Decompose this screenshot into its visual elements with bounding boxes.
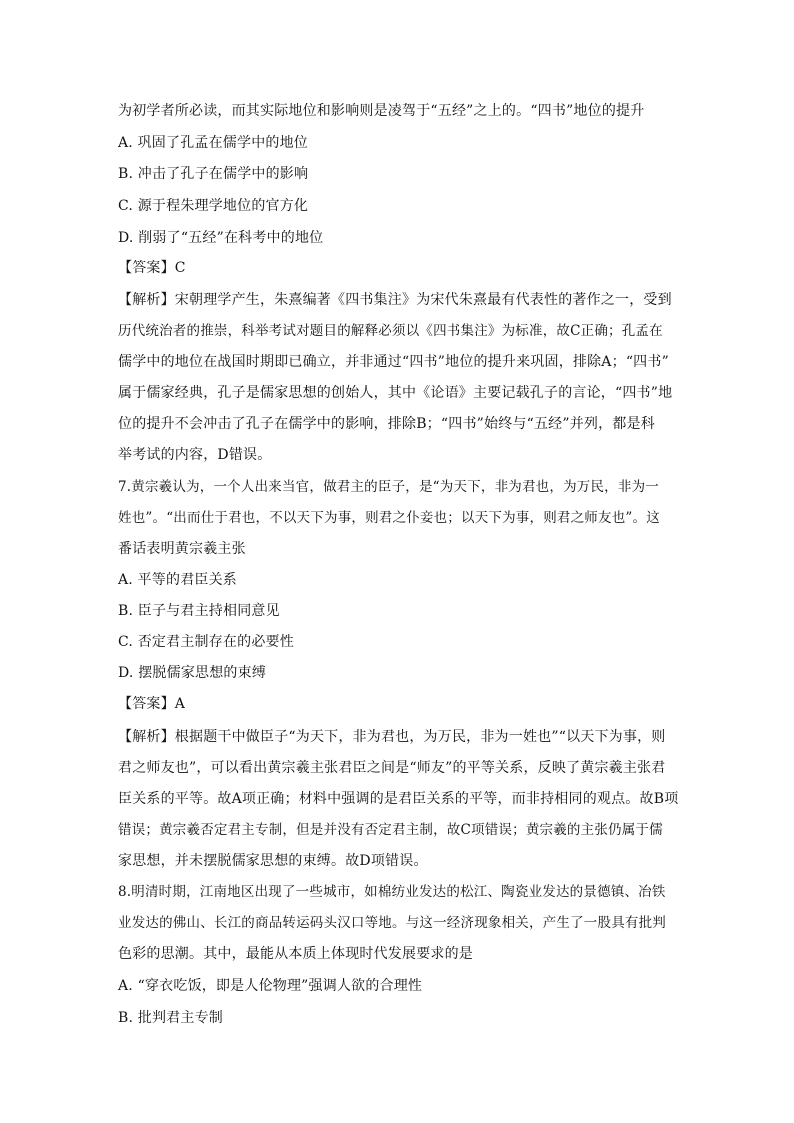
q7-analysis-line-5: 家思想，并未摆脱儒家思想的束缚。故D项错误。 xyxy=(118,853,428,869)
q6-analysis-line-5: 位的提升不会冲击了孔子在儒学中的影响，排除B；“四书”始终与“五经”并列，都是科 xyxy=(118,416,655,432)
q8-option-b: B. 批判君主专制 xyxy=(118,1010,223,1026)
q7-analysis-line-4: 错误；黄宗羲否定君主专制，但是并没有否定君主制，故C项错误；黄宗羲的主张仍属于儒 xyxy=(118,822,663,838)
q6-analysis-line-1: 【解析】宋朝理学产生，朱熹编著《四书集注》为宋代朱熹最有代表性的著作之一，受到 xyxy=(118,292,672,308)
q7-stem-line-3: 番话表明黄宗羲主张 xyxy=(118,541,246,557)
q7-stem-line-2: 姓也”。“出而仕于君也，不以天下为事，则君之仆妾也；以天下为事，则君之师友也”。这 xyxy=(118,510,660,526)
q6-option-c: C. 源于程朱理学地位的官方化 xyxy=(118,198,309,214)
q6-analysis-line-3: 儒学中的地位在战国时期即已确立，并非通过“四书”地位的提升来巩固，排除A；“四书” xyxy=(118,354,669,370)
q8-stem-line-2: 业发达的佛山、长江的商品转运码头汉口等地。与这一经济现象相关，产生了一股具有批判 xyxy=(118,915,666,931)
q7-analysis-line-1: 【解析】根据题干中做臣子“为天下，非为君也，为万民，非为一姓也”“以天下为事，则 xyxy=(118,729,666,745)
q7-answer: 【答案】A xyxy=(118,696,186,712)
q6-analysis-line-2: 历代统治者的推崇，科举考试对题目的解释必须以《四书集注》为标准，故C正确；孔孟在 xyxy=(118,323,663,339)
q8-stem-line-3: 色彩的思潮。其中，最能从本质上体现时代发展要求的是 xyxy=(118,946,473,962)
q7-option-a: A. 平等的君臣关系 xyxy=(118,572,238,588)
q7-analysis-line-3: 臣关系的平等。故A项正确；材料中强调的是君臣关系的平等，而非持相同的观点。故B项 xyxy=(118,791,679,807)
q6-analysis-line-6: 举考试的内容，D错误。 xyxy=(118,447,272,463)
q8-stem-line-1: 8.明清时期，江南地区出现了一些城市，如棉纺业发达的松江、陶瓷业发达的景德镇、冶铁 xyxy=(118,884,666,900)
q6-answer: 【答案】C xyxy=(118,260,186,276)
q6-option-a: A. 巩固了孔孟在儒学中的地位 xyxy=(118,135,309,151)
q6-analysis-line-4: 属于儒家经典，孔子是儒家思想的创始人，其中《论语》主要记载孔子的言论，“四书”地 xyxy=(118,385,673,401)
question-6-stem-tail: 为初学者所必读，而其实际地位和影响则是凌驾于“五经”之上的。“四书”地位的提升 xyxy=(118,103,645,119)
q8-option-a: A. “穿衣吃饭，即是人伦物理”强调人欲的合理性 xyxy=(118,978,423,994)
q7-stem-line-1: 7.黄宗羲认为，一个人出来当官，做君主的臣子，是“为天下，非为君也，为万民，非为一 xyxy=(118,479,659,495)
q7-option-d: D. 摆脱儒家思想的束缚 xyxy=(118,665,267,681)
q7-option-c: C. 否定君主制存在的必要性 xyxy=(118,634,294,650)
q6-option-b: B. 冲击了孔子在儒学中的影响 xyxy=(118,166,309,182)
q7-analysis-line-2: 君之师友也”，可以看出黄宗羲主张君臣之间是“师友”的平等关系，反映了黄宗羲主张君 xyxy=(118,760,666,776)
q6-option-d: D. 削弱了“五经”在科考中的地位 xyxy=(118,230,324,246)
q7-option-b: B. 臣子与君主持相同意见 xyxy=(118,603,280,619)
